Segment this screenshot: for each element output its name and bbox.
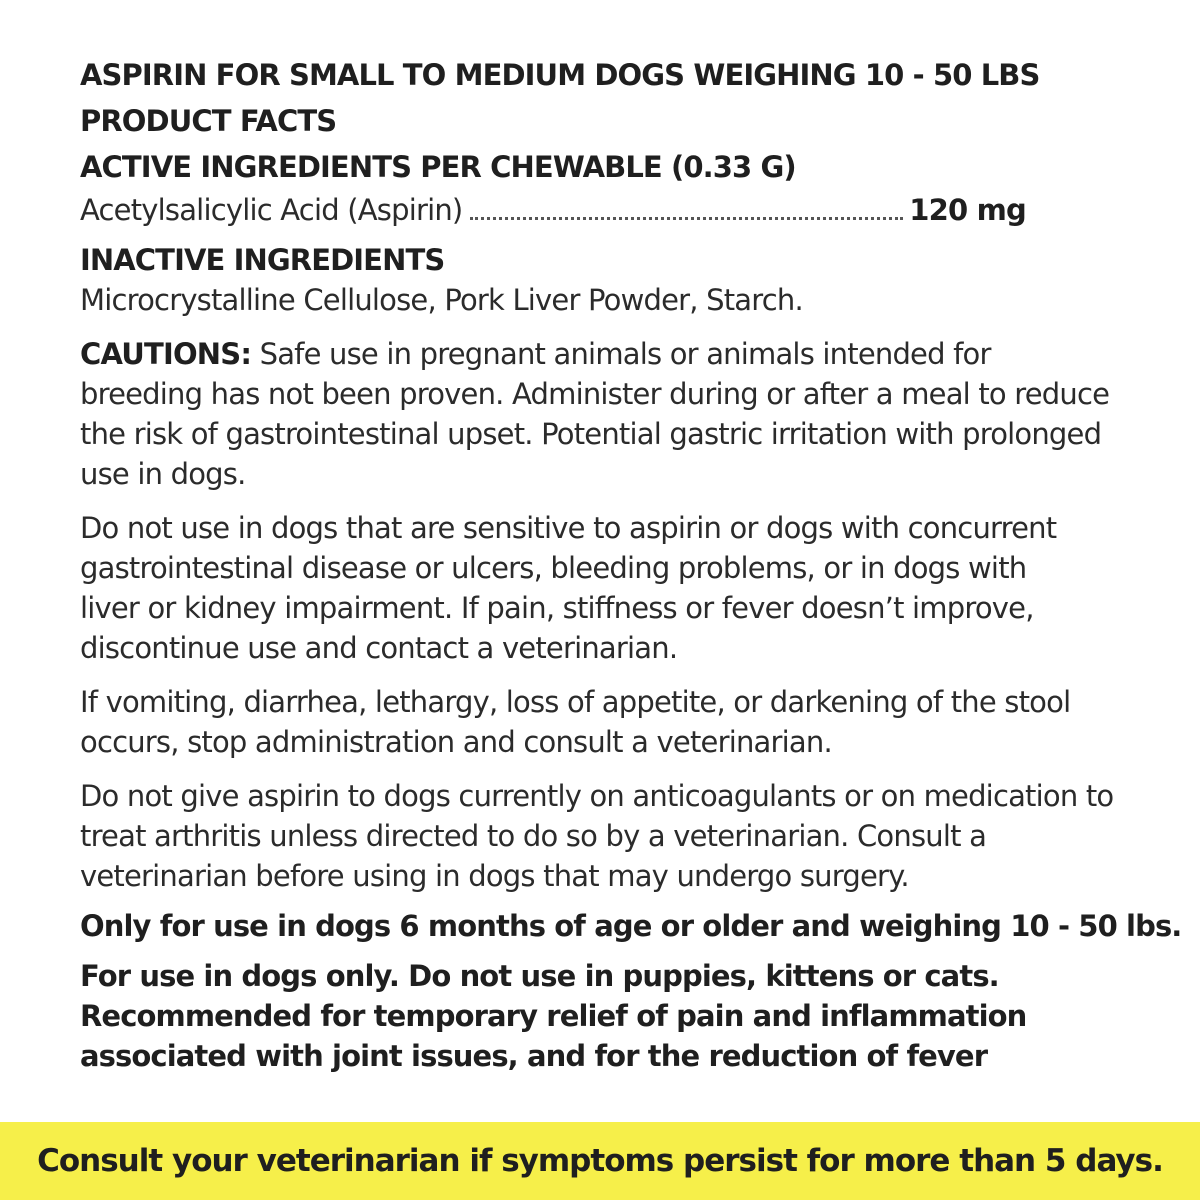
warning-paragraph-sensitivity: [80, 508, 1140, 668]
paragraph-line: veterinarian before using in dogs that may undergo surgery.: [80, 859, 909, 893]
recommended-use-line: Recommended for temporary relief of pain and inflammation: [80, 999, 1027, 1033]
paragraph-line: liver or kidney impairment. If pain, stiffness or fever doesn’t improve,: [80, 591, 1034, 625]
dogs-only-note: For use in dogs only. Do not use in puppies, kittens or cats.: [80, 959, 999, 993]
active-ingredients-heading: ACTIVE INGREDIENTS PER CHEWABLE (0.33 G): [80, 150, 796, 184]
cautions-paragraph: [80, 334, 1140, 494]
paragraph-line: Do not use in dogs that are sensitive to aspirin or dogs with concurrent: [80, 511, 1057, 545]
inactive-ingredients-text: Microcrystalline Cellulose, Pork Liver Powder, Starch.: [80, 283, 803, 317]
paragraph-line: If vomiting, diarrhea, lethargy, loss of appetite, or darkening of the stool: [80, 685, 1071, 719]
product-facts-panel: [80, 52, 1182, 1076]
warning-paragraph-symptoms: [80, 682, 1140, 762]
recommended-use-line: associated with joint issues, and for the reduction of fever: [80, 1039, 988, 1073]
active-ingredient-amount: 120 mg: [909, 193, 1026, 227]
product-facts-heading: PRODUCT FACTS: [80, 104, 337, 138]
inactive-ingredients-heading: INACTIVE INGREDIENTS: [80, 243, 445, 277]
cautions-label: CAUTIONS:: [80, 337, 252, 371]
paragraph-line: occurs, stop administration and consult a veterinarian.: [80, 725, 832, 759]
paragraph-line: Do not give aspirin to dogs currently on anticoagulants or on medication to: [80, 779, 1114, 813]
paragraph-line: treat arthritis unless directed to do so by a veterinarian. Consult a: [80, 819, 987, 853]
dot-leader: [470, 217, 903, 220]
warning-paragraph-anticoagulants: [80, 776, 1140, 896]
cautions-line: breeding has not been proven. Administer during or after a meal to reduce: [80, 377, 1110, 411]
cautions-line: [80, 334, 1140, 374]
paragraph-line: gastrointestinal disease or ulcers, bleeding problems, or in dogs with: [80, 551, 1027, 585]
active-ingredient-row: [80, 190, 1026, 230]
veterinarian-banner: [0, 1122, 1200, 1200]
cautions-line: the risk of gastrointestinal upset. Potential gastric irritation with prolonged: [80, 417, 1102, 451]
paragraph-line: discontinue use and contact a veterinarian.: [80, 631, 678, 665]
product-title: ASPIRIN FOR SMALL TO MEDIUM DOGS WEIGHING 10 - 50 LBS: [80, 58, 1040, 92]
cautions-line: use in dogs.: [80, 457, 246, 491]
cautions-text: Safe use in pregnant animals or animals intended for: [251, 337, 991, 371]
banner-text: Consult your veterinarian if symptoms persist for more than 5 days.: [37, 1143, 1163, 1179]
active-ingredient-name: Acetylsalicylic Acid (Aspirin): [80, 193, 463, 227]
age-weight-note: Only for use in dogs 6 months of age or older and weighing 10 - 50 lbs.: [80, 909, 1182, 943]
